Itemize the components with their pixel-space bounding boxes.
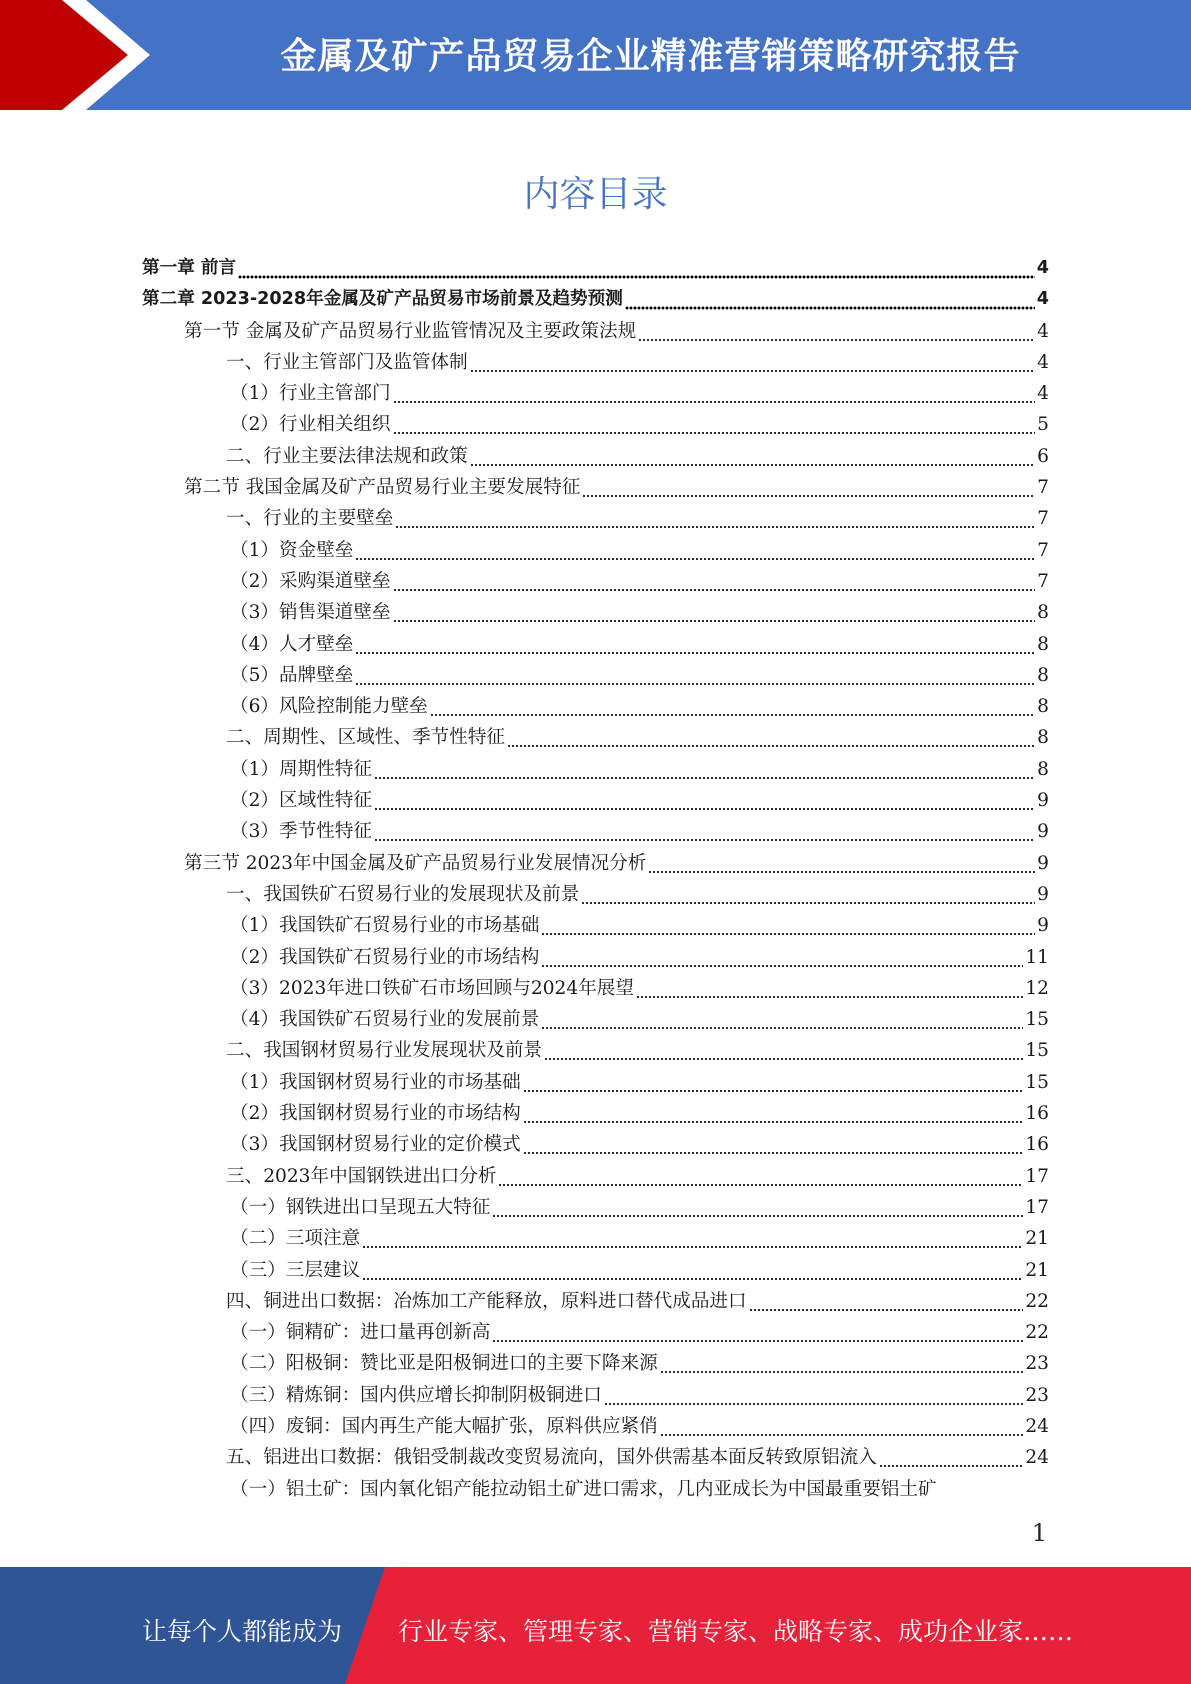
toc-entry-title: （3）季节性特征 xyxy=(230,821,372,843)
toc-entry-title: （三）三层建议 xyxy=(230,1259,361,1281)
toc-entry[interactable] xyxy=(142,911,1049,942)
toc-entry-title: 一、我国铁矿石贸易行业的发展现状及前景 xyxy=(226,883,580,905)
toc-entry-title: （4）人才壁垒 xyxy=(230,633,354,655)
toc-leader-dots xyxy=(879,1443,1024,1474)
toc-entry-page: 15 xyxy=(1025,1009,1049,1031)
toc-entry-page: 5 xyxy=(1037,414,1049,436)
toc-entry[interactable] xyxy=(142,1099,1049,1130)
toc-entry-page: 21 xyxy=(1025,1228,1049,1250)
toc-entry-title: 第一章 前言 xyxy=(142,258,237,278)
toc-leader-dots xyxy=(582,473,1035,504)
toc-entry-title: 三、2023年中国钢铁进出口分析 xyxy=(226,1165,497,1187)
toc-entry[interactable] xyxy=(142,692,1049,723)
toc-entry-title: （6）风险控制能力壁垒 xyxy=(230,696,428,718)
toc-entry-page: 23 xyxy=(1025,1353,1049,1375)
toc-entry[interactable] xyxy=(142,1193,1049,1224)
toc-entry[interactable] xyxy=(142,285,1049,316)
toc-entry-title: 第三节 2023年中国金属及矿产品贸易行业发展情况分析 xyxy=(184,852,647,874)
table-of-contents xyxy=(142,254,1049,1506)
toc-leader-dots xyxy=(541,943,1023,974)
toc-entry[interactable] xyxy=(142,442,1049,473)
toc-entry[interactable] xyxy=(142,410,1049,441)
toc-leader-dots xyxy=(523,1130,1024,1161)
toc-leader-dots xyxy=(238,254,1035,285)
toc-entry-page: 9 xyxy=(1037,852,1049,874)
toc-leader-dots xyxy=(638,317,1035,348)
toc-entry-title: （1）我国铁矿石贸易行业的市场基础 xyxy=(230,915,540,937)
toc-entry-title: （一）钢铁进出口呈现五大特征 xyxy=(230,1196,491,1218)
toc-entry-title: （2）我国钢材贸易行业的市场结构 xyxy=(230,1103,521,1125)
toc-entry[interactable] xyxy=(142,1005,1049,1036)
toc-leader-dots xyxy=(355,661,1035,692)
toc-leader-dots xyxy=(470,348,1035,379)
toc-entry-page: 24 xyxy=(1025,1415,1049,1437)
toc-entry[interactable] xyxy=(142,1412,1049,1443)
toc-leader-dots xyxy=(648,849,1035,880)
toc-entry-page: 23 xyxy=(1025,1384,1049,1406)
toc-leader-dots xyxy=(374,786,1035,817)
toc-entry-title: （1）资金壁垒 xyxy=(230,539,354,561)
toc-entry[interactable] xyxy=(142,567,1049,598)
toc-leader-dots xyxy=(492,1318,1023,1349)
toc-leader-dots xyxy=(374,817,1035,848)
toc-entry-page: 9 xyxy=(1037,821,1049,843)
toc-entry-title: （3）销售渠道壁垒 xyxy=(230,602,391,624)
toc-entry-page: 24 xyxy=(1025,1447,1049,1469)
toc-leader-dots xyxy=(470,442,1035,473)
toc-entry[interactable] xyxy=(142,1130,1049,1161)
toc-entry-title: （1）行业主管部门 xyxy=(230,383,391,405)
toc-heading: 内容目录 xyxy=(523,174,668,215)
toc-entry[interactable] xyxy=(142,1381,1049,1412)
toc-entry-title: （二）三项注意 xyxy=(230,1228,361,1250)
toc-entry[interactable] xyxy=(142,943,1049,974)
toc-entry-title: 二、行业主要法律法规和政策 xyxy=(226,445,468,467)
toc-leader-dots xyxy=(604,1381,1023,1412)
toc-entry-page: 8 xyxy=(1037,633,1049,655)
toc-entry-title: （4）我国铁矿石贸易行业的发展前景 xyxy=(230,1009,540,1031)
toc-leader-dots xyxy=(625,285,1035,316)
toc-entry-page: 15 xyxy=(1025,1040,1049,1062)
report-title: 金属及矿产品贸易企业精准营销策略研究报告 xyxy=(280,36,1021,77)
toc-entry-title: （1）我国钢材贸易行业的市场基础 xyxy=(230,1071,521,1093)
toc-entry[interactable] xyxy=(142,536,1049,567)
toc-leader-dots xyxy=(523,1099,1024,1130)
toc-leader-dots xyxy=(507,723,1035,754)
toc-entry-page: 21 xyxy=(1025,1259,1049,1281)
toc-leader-dots xyxy=(362,1256,1023,1287)
toc-entry[interactable] xyxy=(142,661,1049,692)
toc-entry[interactable] xyxy=(142,786,1049,817)
toc-leader-dots xyxy=(523,1068,1024,1099)
toc-entry[interactable] xyxy=(142,598,1049,629)
toc-entry-title: 二、我国钢材贸易行业发展现状及前景 xyxy=(226,1040,543,1062)
toc-entry-page: 9 xyxy=(1037,790,1049,812)
toc-entry-page: 7 xyxy=(1037,570,1049,592)
footer-banner xyxy=(0,1567,1191,1684)
toc-leader-dots xyxy=(492,1193,1023,1224)
toc-entry-title: 第一节 金属及矿产品贸易行业监管情况及主要政策法规 xyxy=(184,320,637,342)
toc-entry-page: 8 xyxy=(1037,727,1049,749)
toc-leader-dots xyxy=(355,536,1035,567)
toc-leader-dots xyxy=(660,1349,1024,1380)
toc-leader-dots xyxy=(498,1162,1023,1193)
toc-leader-dots xyxy=(541,911,1035,942)
toc-entry-page: 4 xyxy=(1037,383,1049,405)
toc-entry-page: 17 xyxy=(1025,1165,1049,1187)
toc-leader-dots xyxy=(636,974,1023,1005)
toc-entry-title: 一、行业主管部门及监管体制 xyxy=(226,351,468,373)
toc-entry-title: 四、铜进出口数据：冶炼加工产能释放，原料进口替代成品进口 xyxy=(226,1290,747,1312)
toc-entry-title: 一、行业的主要壁垒 xyxy=(226,508,394,530)
toc-entry-page: 8 xyxy=(1037,602,1049,624)
toc-entry-page: 4 xyxy=(1037,320,1049,342)
page-number: 1 xyxy=(1031,1519,1047,1547)
toc-entry-title: （5）品牌壁垒 xyxy=(230,664,354,686)
toc-leader-dots xyxy=(581,880,1035,911)
toc-entry[interactable] xyxy=(142,1318,1049,1349)
toc-entry-title: （3）我国钢材贸易行业的定价模式 xyxy=(230,1134,521,1156)
toc-entry[interactable] xyxy=(142,1443,1049,1474)
toc-entry[interactable] xyxy=(142,1162,1049,1193)
toc-entry-title: （2）采购渠道壁垒 xyxy=(230,570,391,592)
header-banner xyxy=(0,0,1191,110)
toc-entry-title: （1）周期性特征 xyxy=(230,758,372,780)
toc-entry-page: 22 xyxy=(1025,1322,1049,1344)
toc-leader-dots xyxy=(374,755,1035,786)
toc-leader-dots xyxy=(393,379,1036,410)
toc-entry-title: （一）铜精矿：进口量再创新高 xyxy=(230,1322,491,1344)
toc-entry[interactable] xyxy=(142,379,1049,410)
toc-entry-title: （2）区域性特征 xyxy=(230,790,372,812)
toc-entry-page: 17 xyxy=(1025,1196,1049,1218)
toc-entry-page: 7 xyxy=(1037,508,1049,530)
toc-entry-page: 9 xyxy=(1037,883,1049,905)
toc-entry[interactable] xyxy=(142,755,1049,786)
toc-entry-page: 9 xyxy=(1037,915,1049,937)
toc-entry[interactable] xyxy=(142,880,1049,911)
toc-leader-dots xyxy=(749,1287,1024,1318)
toc-entry[interactable] xyxy=(142,1287,1049,1318)
toc-entry-page: 6 xyxy=(1037,445,1049,467)
toc-entry[interactable] xyxy=(142,1036,1049,1067)
toc-entry[interactable] xyxy=(142,1349,1049,1380)
toc-entry-page: 22 xyxy=(1025,1290,1049,1312)
toc-leader-dots xyxy=(362,1224,1023,1255)
toc-entry[interactable] xyxy=(142,1475,1049,1506)
toc-entry[interactable] xyxy=(142,1256,1049,1287)
toc-leader-dots xyxy=(395,504,1035,535)
toc-entry-title: （3）2023年进口铁矿石市场回顾与2024年展望 xyxy=(230,977,634,999)
toc-entry[interactable] xyxy=(142,1068,1049,1099)
toc-entry[interactable] xyxy=(142,504,1049,535)
toc-entry-page: 8 xyxy=(1037,696,1049,718)
toc-entry-title: （三）精炼铜：国内供应增长抑制阴极铜进口 xyxy=(230,1384,602,1406)
footer-slogan-right: 行业专家、管理专家、营销专家、战略专家、成功企业家…… xyxy=(398,1617,1074,1646)
toc-entry-page: 11 xyxy=(1025,946,1049,968)
toc-leader-dots xyxy=(660,1412,1024,1443)
toc-leader-dots xyxy=(355,630,1035,661)
toc-entry[interactable] xyxy=(142,974,1049,1005)
toc-entry-title: （2）行业相关组织 xyxy=(230,414,391,436)
toc-entry[interactable] xyxy=(142,723,1049,754)
toc-entry-title: 第二章 2023-2028年金属及矿产品贸易市场前景及趋势预测 xyxy=(142,289,623,310)
toc-entry-title: （二）阳极铜：赞比亚是阳极铜进口的主要下降来源 xyxy=(230,1353,658,1375)
toc-entry-page: 4 xyxy=(1036,258,1049,278)
toc-entry[interactable] xyxy=(142,817,1049,848)
toc-entry[interactable] xyxy=(142,1224,1049,1255)
toc-entry-title: 二、周期性、区域性、季节性特征 xyxy=(226,727,505,749)
toc-leader-dots xyxy=(393,410,1036,441)
toc-entry-page: 4 xyxy=(1037,351,1049,373)
toc-entry-page: 7 xyxy=(1037,477,1049,499)
toc-entry-page: 7 xyxy=(1037,539,1049,561)
toc-leader-dots xyxy=(430,692,1035,723)
toc-entry[interactable] xyxy=(142,630,1049,661)
toc-entry[interactable] xyxy=(142,473,1049,504)
toc-entry-page: 12 xyxy=(1025,977,1049,999)
toc-entry-title: （一）铝土矿：国内氧化铝产能拉动铝土矿进口需求，几内亚成长为中国最重要铝土矿 xyxy=(230,1478,937,1500)
toc-entry-page: 16 xyxy=(1025,1103,1049,1125)
toc-leader-dots xyxy=(541,1005,1023,1036)
toc-entry-page: 8 xyxy=(1037,758,1049,780)
footer-slogan-left: 让每个人都能成为 xyxy=(142,1617,343,1646)
toc-entry-title: 第二节 我国金属及矿产品贸易行业主要发展特征 xyxy=(184,477,581,499)
toc-leader-dots xyxy=(544,1036,1023,1067)
toc-entry-page: 16 xyxy=(1025,1134,1049,1156)
toc-entry-title: （四）废铜：国内再生产能大幅扩张，原料供应紧俏 xyxy=(230,1415,658,1437)
toc-entry-title: （2）我国铁矿石贸易行业的市场结构 xyxy=(230,946,540,968)
toc-entry[interactable] xyxy=(142,317,1049,348)
toc-leader-dots xyxy=(393,598,1036,629)
toc-entry[interactable] xyxy=(142,348,1049,379)
toc-entry[interactable] xyxy=(142,849,1049,880)
toc-entry-page: 4 xyxy=(1036,289,1049,310)
toc-entry-page: 8 xyxy=(1037,664,1049,686)
toc-entry[interactable] xyxy=(142,254,1049,285)
toc-leader-dots xyxy=(393,567,1036,598)
toc-entry-page: 15 xyxy=(1025,1071,1049,1093)
toc-entry-title: 五、铝进出口数据：俄铝受制裁改变贸易流向，国外供需基本面反转致原铝流入 xyxy=(226,1447,877,1469)
